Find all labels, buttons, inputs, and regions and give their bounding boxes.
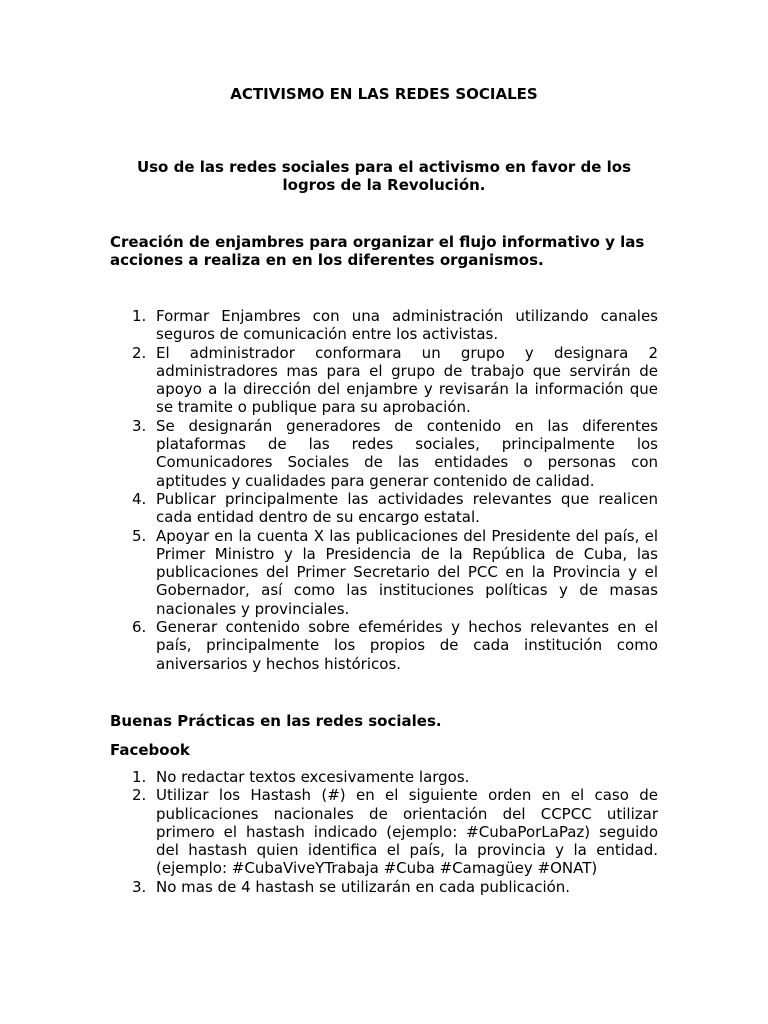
subheading-facebook: Facebook bbox=[110, 741, 190, 759]
list-item-number: 3. bbox=[132, 416, 147, 435]
list-item-text: El administrador conformara un grupo y designara 2 administradores mas para el grupo de trabajo que servirán de apoyo a la dirección del enjambre y revisarán la información que se tramite o publique para su aprobación. bbox=[156, 343, 658, 417]
list-item-text: Apoyar en la cuenta X las publicaciones del Presidente del país, el Primer Ministro y la Presidencia de la República de Cuba, las publicaciones del Primer Secretario del PCC en la Provincia y el Gobernador, así como las instituciones políticas y de masas nacionales y provinciales. bbox=[156, 526, 658, 618]
list-item-number: 5. bbox=[132, 526, 147, 545]
list-item-number: 1. bbox=[132, 768, 147, 786]
list-item-text: No mas de 4 hastash se utilizarán en cada publicación. bbox=[156, 877, 571, 896]
list-item-number: 4. bbox=[132, 489, 147, 508]
list-item bbox=[110, 417, 658, 490]
list-item-text: Generar contenido sobre efemérides y hechos relevantes en el país, principalmente los propios de cada institución como aniversarios y hechos históricos. bbox=[156, 618, 658, 673]
list-item bbox=[110, 786, 658, 877]
list-item bbox=[110, 768, 658, 786]
list-item-number: 2. bbox=[132, 786, 147, 805]
list-item bbox=[110, 527, 658, 618]
list-item bbox=[110, 307, 658, 344]
list-item bbox=[110, 344, 658, 417]
document-subtitle: Uso de las redes sociales para el activismo en favor de los logros de la Revolución. bbox=[136, 158, 632, 195]
facebook-list bbox=[110, 768, 658, 896]
list-item-text: No redactar textos excesivamente largos. bbox=[156, 768, 470, 786]
list-item-number: 6. bbox=[132, 618, 147, 637]
list-item bbox=[110, 878, 658, 896]
list-item-number: 2. bbox=[132, 343, 147, 362]
section-heading-enjambres: Creación de enjambres para organizar el flujo informativo y las acciones a realiza en en los diferentes organismos. bbox=[110, 233, 645, 270]
section-heading-buenas-practicas: Buenas Prácticas en las redes sociales. bbox=[110, 712, 442, 730]
list-item-text: Se designarán generadores de contenido en las diferentes plataformas de las redes sociales, principalmente los Comunicadores Sociales de las entidades o personas con aptitudes y cualidades para generar contenido de calidad. bbox=[156, 416, 658, 490]
list-item-text: Utilizar los Hastash (#) en el siguiente orden en el caso de publicaciones nacionales de orientación del CCPCC utilizar primero el hastash indicado (ejemplo: #CubaPorLaPaz) seguido del hastash quien identifica el país, la provincia y la entidad. (ejemplo: #CubaViveYTrabaja #Cuba #Camagüey #ONAT) bbox=[156, 786, 658, 878]
list-item-text: Publicar principalmente las actividades relevantes que realicen cada entidad dentro de su encargo estatal. bbox=[156, 489, 658, 527]
list-item bbox=[110, 490, 658, 527]
enjambres-list bbox=[110, 307, 658, 673]
list-item-number: 3. bbox=[132, 877, 147, 896]
list-item-number: 1. bbox=[132, 307, 147, 325]
document-title: ACTIVISMO EN LAS REDES SOCIALES bbox=[230, 85, 538, 103]
list-item-text: Formar Enjambres con una administración utilizando canales seguros de comunicación entre los activistas. bbox=[156, 307, 658, 344]
list-item bbox=[110, 618, 658, 673]
